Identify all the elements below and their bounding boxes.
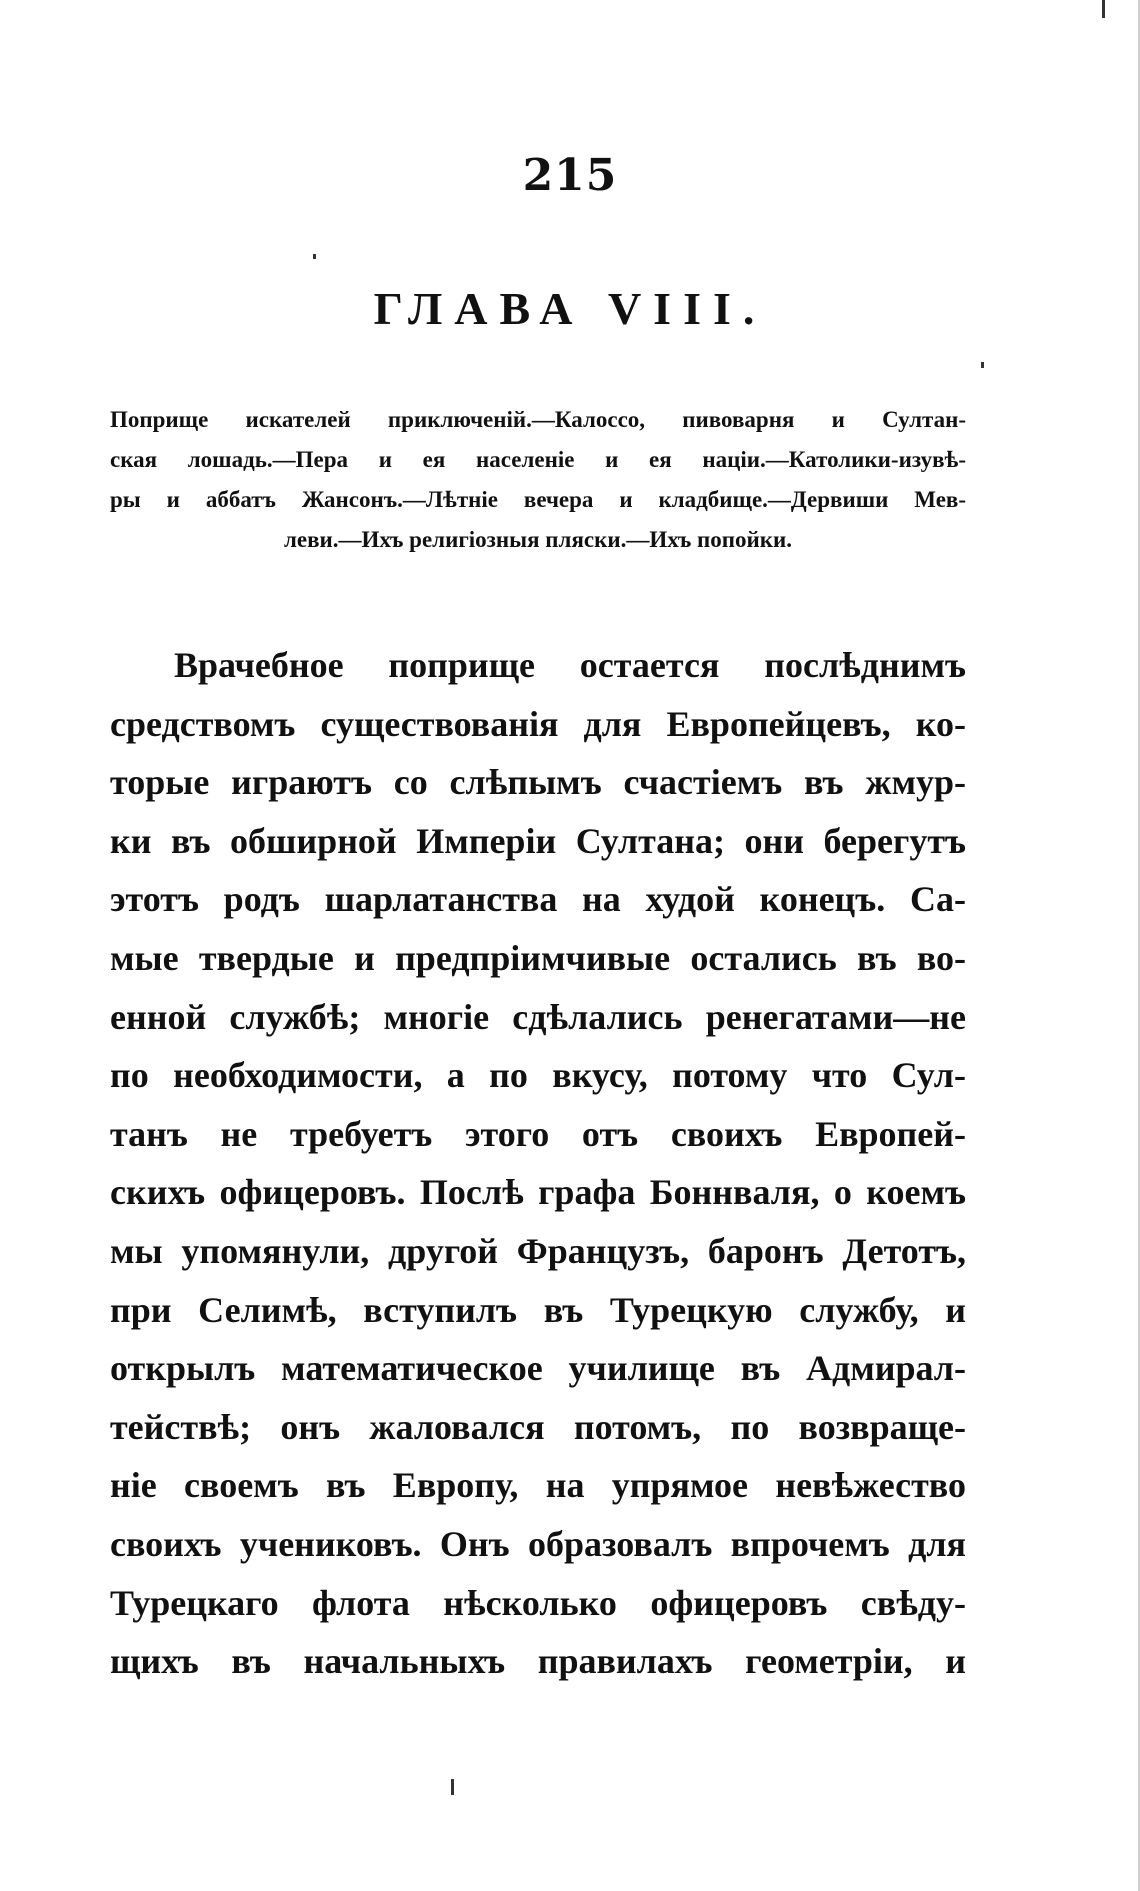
body-line: мы упомянули, другой Французъ, баронъ Детотъ, [110, 1230, 966, 1271]
body-paragraph [110, 636, 966, 1691]
print-speck [451, 1779, 454, 1795]
body-line: ніе своемъ въ Европу, на упрямое невѣжество [110, 1465, 966, 1506]
body-line: щихъ въ начальныхъ правилахъ геометріи, и [110, 1641, 966, 1682]
page-number: 215 [522, 150, 618, 201]
chapter-title: ГЛАВА VIII. [373, 283, 767, 334]
summary-line: ская лошадь.—Пера и ея населеніе и ея націи.—Католики-изувѣ- [110, 447, 966, 472]
body-line: этотъ родъ шарлатанства на худой конецъ. Са- [110, 879, 966, 920]
body-line: средствомъ существованія для Европейцевъ, ко- [110, 703, 966, 744]
body-line: скихъ офицеровъ. Послѣ графа Боннваля, о коемъ [110, 1172, 966, 1213]
body-line: ки въ обширной Имперіи Султана; они берегутъ [110, 820, 966, 861]
body-line: торые играютъ со слѣпымъ счастіемъ въ жмур- [110, 762, 966, 803]
body-line: танъ не требуетъ этого отъ своихъ Европей- [110, 1113, 966, 1154]
body-line: открылъ математическое училище въ Адмирал- [110, 1348, 966, 1389]
body-line: Врачебное поприще остается послѣднимъ [174, 645, 966, 685]
print-speck [1102, 0, 1105, 18]
body-line: Турецкаго флота нѣсколько офицеровъ свѣду- [110, 1582, 966, 1623]
body-line: по необходимости, а по вкусу, потому что Сул- [110, 1055, 966, 1096]
summary-line: Поприще искателей приключеній.—Калоссо, пивоварня и Султан- [110, 407, 966, 432]
print-speck [981, 362, 984, 368]
body-line: своихъ учениковъ. Онъ образовалъ впрочемъ для [110, 1523, 966, 1564]
body-line: при Селимѣ, вступилъ въ Турецкую службу, и [110, 1289, 966, 1330]
summary-line: ры и аббатъ Жансонъ.—Лѣтніе вечера и кладбище.—Дервиши Мев- [110, 487, 966, 512]
print-speck [313, 254, 316, 259]
summary-line: леви.—Ихъ религіозныя пляски.—Ихъ попойки. [283, 527, 793, 552]
body-line: мые твердые и предпріимчивые остались въ во- [110, 937, 966, 978]
body-line: тействѣ; онъ жаловался потомъ, по возвраще- [110, 1406, 966, 1447]
chapter-summary [110, 400, 966, 560]
body-line: енной службѣ; многіе сдѣлались ренегатами—не [110, 996, 966, 1037]
